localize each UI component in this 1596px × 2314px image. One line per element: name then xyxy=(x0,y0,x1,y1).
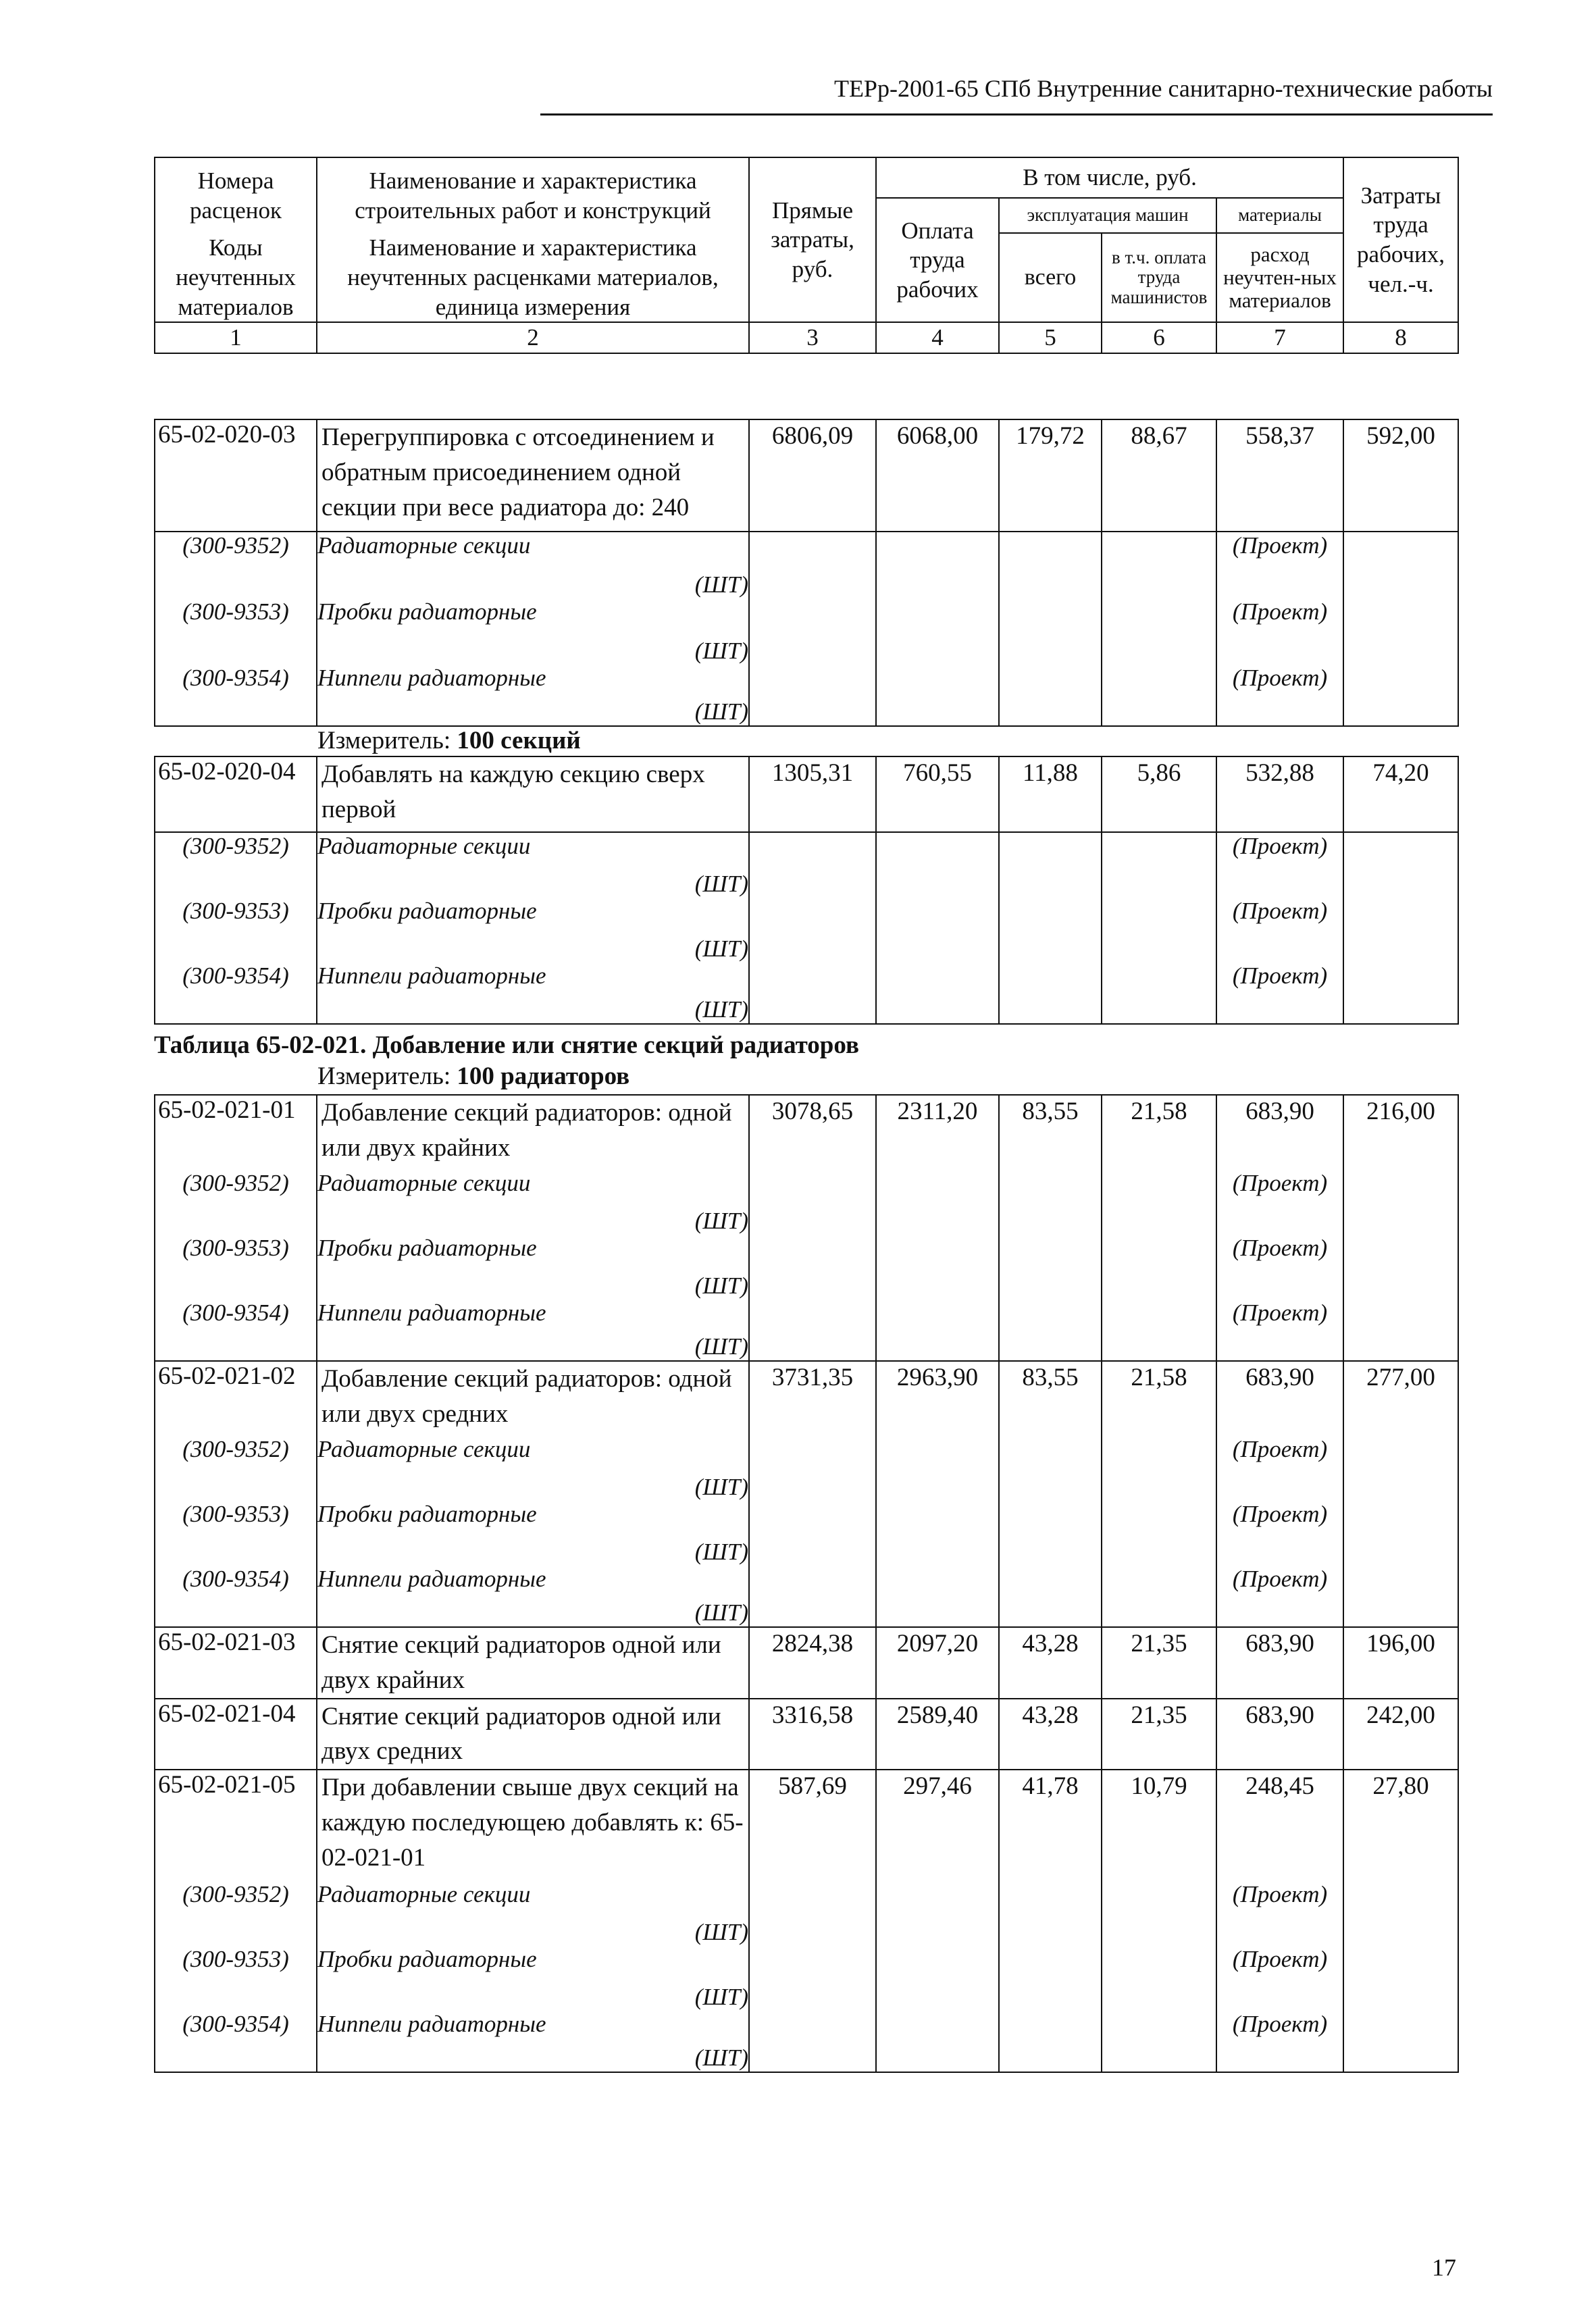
material-code: (300-9354) xyxy=(155,2011,317,2038)
labor-hours: 74,20 xyxy=(1343,756,1458,832)
material-code: (300-9354) xyxy=(155,665,317,692)
machinist-pay: 5,86 xyxy=(1102,756,1216,832)
labor-hours: 592,00 xyxy=(1343,419,1458,532)
table-row xyxy=(155,1361,1458,1436)
material-name: Пробки радиаторные xyxy=(317,1946,749,1973)
labor-hours: 277,00 xyxy=(1343,1361,1458,1436)
col-num-5: 5 xyxy=(999,322,1102,353)
labor-hours: 27,80 xyxy=(1343,1770,1458,1881)
material-unit: (ШТ) xyxy=(317,1463,749,1501)
machinist-pay: 10,79 xyxy=(1102,1770,1216,1881)
labor-hours: 196,00 xyxy=(1343,1627,1458,1699)
material-project: (Проект) xyxy=(1216,1881,1343,1908)
material-name: Ниппели радиаторные xyxy=(317,2011,749,2038)
col5-header: всего xyxy=(999,233,1102,322)
col6-header: в т.ч. оплата труда машинистов xyxy=(1102,233,1216,322)
material-code: (300-9354) xyxy=(155,962,317,989)
material-name: Радиаторные секции xyxy=(317,1170,749,1197)
material-name: Радиаторные секции xyxy=(317,1881,749,1908)
labor-pay: 297,46 xyxy=(876,1770,999,1881)
material-code: (300-9352) xyxy=(155,1881,317,1908)
materials-cost: 248,45 xyxy=(1216,1770,1343,1881)
machine-total: 43,28 xyxy=(999,1627,1102,1699)
material-name: Пробки радиаторные xyxy=(317,598,749,625)
material-project: (Проект) xyxy=(1216,1501,1343,1528)
table-row xyxy=(155,756,1458,832)
rate-name: Снятие секций радиаторов одной или двух средних xyxy=(317,1699,749,1770)
col-num-7: 7 xyxy=(1216,322,1343,353)
rate-name: Добавлять на каждую секцию сверх первой xyxy=(317,756,749,832)
materials-cost: 532,88 xyxy=(1216,756,1343,832)
machinist-pay: 21,58 xyxy=(1102,1361,1216,1436)
direct-cost: 3078,65 xyxy=(749,1095,876,1170)
material-project: (Проект) xyxy=(1216,1436,1343,1463)
material-unit: (ШТ) xyxy=(317,1262,749,1300)
material-code: (300-9353) xyxy=(155,1946,317,1973)
materials-cost: 558,37 xyxy=(1216,419,1343,532)
rate-code: 65-02-021-02 xyxy=(155,1361,317,1436)
material-name: Ниппели радиаторные xyxy=(317,962,749,989)
material-unit: (ШТ) xyxy=(317,860,749,898)
material-project: (Проект) xyxy=(1216,2011,1343,2038)
col1-header-bottom: Коды неучтенных материалов xyxy=(155,233,317,322)
direct-cost: 3316,58 xyxy=(749,1699,876,1770)
labor-hours: 242,00 xyxy=(1343,1699,1458,1770)
materials-cost: 683,90 xyxy=(1216,1095,1343,1170)
labor-pay: 760,55 xyxy=(876,756,999,832)
labor-hours: 216,00 xyxy=(1343,1095,1458,1170)
material-unit: (ШТ) xyxy=(317,692,749,726)
rate-code: 65-02-021-01 xyxy=(155,1095,317,1170)
rate-name: Добавление секций радиаторов: одной или двух средних xyxy=(317,1361,749,1436)
rate-name: Снятие секций радиаторов одной или двух крайних xyxy=(317,1627,749,1699)
labor-pay: 2097,20 xyxy=(876,1627,999,1699)
material-unit: (ШТ) xyxy=(317,2038,749,2072)
material-name: Пробки радиаторные xyxy=(317,1501,749,1528)
table-row xyxy=(155,1627,1458,1699)
direct-cost: 2824,38 xyxy=(749,1627,876,1699)
material-name: Ниппели радиаторные xyxy=(317,1566,749,1593)
rate-table-020-03 xyxy=(154,419,1459,727)
table-row xyxy=(155,1095,1458,1170)
direct-cost: 587,69 xyxy=(749,1770,876,1881)
material-code: (300-9352) xyxy=(155,832,317,860)
material-code: (300-9352) xyxy=(155,1170,317,1197)
material-project: (Проект) xyxy=(1216,1300,1343,1327)
material-project: (Проект) xyxy=(1216,832,1343,860)
material-name: Пробки радиаторные xyxy=(317,898,749,925)
material-project: (Проект) xyxy=(1216,1235,1343,1262)
direct-cost: 1305,31 xyxy=(749,756,876,832)
material-project: (Проект) xyxy=(1216,962,1343,989)
materials-cost: 683,90 xyxy=(1216,1627,1343,1699)
material-name: Ниппели радиаторные xyxy=(317,665,749,692)
material-name: Радиаторные секции xyxy=(317,832,749,860)
col-num-1: 1 xyxy=(155,322,317,353)
page-number: 17 xyxy=(1432,2254,1456,2281)
material-name: Ниппели радиаторные xyxy=(317,1300,749,1327)
material-unit: (ШТ) xyxy=(317,989,749,1024)
material-unit: (ШТ) xyxy=(317,1528,749,1566)
header-rule xyxy=(540,113,1493,115)
table-header xyxy=(154,157,1459,354)
table-row xyxy=(155,1699,1458,1770)
materials-header: материалы xyxy=(1216,198,1343,233)
machine-total: 179,72 xyxy=(999,419,1102,532)
labor-pay: 6068,00 xyxy=(876,419,999,532)
machine-total: 11,88 xyxy=(999,756,1102,832)
materials-cost: 683,90 xyxy=(1216,1699,1343,1770)
material-unit: (ШТ) xyxy=(317,1973,749,2011)
machine-total: 41,78 xyxy=(999,1770,1102,1881)
measure-value: 100 секций xyxy=(457,727,581,754)
measure-value: 100 радиаторов xyxy=(457,1062,630,1090)
material-unit: (ШТ) xyxy=(317,1908,749,1946)
material-project: (Проект) xyxy=(1216,1566,1343,1593)
rate-code: 65-02-021-05 xyxy=(155,1770,317,1881)
labor-pay: 2589,40 xyxy=(876,1699,999,1770)
material-unit: (ШТ) xyxy=(317,925,749,962)
rate-name: Перегруппировка с отсоединением и обратным присоединением одной секции при весе радиатора до: 240 xyxy=(317,419,749,532)
rate-table-020-04 xyxy=(154,756,1459,1025)
col-num-3: 3 xyxy=(749,322,876,353)
machinist-pay: 21,35 xyxy=(1102,1627,1216,1699)
material-code: (300-9353) xyxy=(155,1235,317,1262)
material-code: (300-9352) xyxy=(155,1436,317,1463)
material-project: (Проект) xyxy=(1216,532,1343,559)
col-num-8: 8 xyxy=(1343,322,1458,353)
col8-header: Затраты труда рабочих, чел.-ч. xyxy=(1343,157,1458,322)
measure-unit-1: Измеритель: 100 секций xyxy=(317,727,581,754)
col2-header-bottom: Наименование и характеристика неучтенных расценками материалов, единица измерения xyxy=(317,233,749,322)
direct-cost: 3731,35 xyxy=(749,1361,876,1436)
col-num-2: 2 xyxy=(317,322,749,353)
material-unit: (ШТ) xyxy=(317,1197,749,1235)
machinist-pay: 21,35 xyxy=(1102,1699,1216,1770)
page-header-title: ТЕРр-2001-65 СПб Внутренние санитарно-технические работы xyxy=(833,75,1493,102)
rate-name: При добавлении свыше двух секций на каждую последующею добавлять к: 65-02-021-01 xyxy=(317,1770,749,1881)
material-name: Радиаторные секции xyxy=(317,1436,749,1463)
direct-cost: 6806,09 xyxy=(749,419,876,532)
material-code: (300-9353) xyxy=(155,898,317,925)
col-num-6: 6 xyxy=(1102,322,1216,353)
material-code: (300-9354) xyxy=(155,1566,317,1593)
col7-header: расход неучтен-ных материалов xyxy=(1216,233,1343,322)
material-unit: (ШТ) xyxy=(317,625,749,665)
rate-code: 65-02-021-03 xyxy=(155,1627,317,1699)
table-row xyxy=(155,419,1458,532)
material-code: (300-9353) xyxy=(155,1501,317,1528)
rate-table-021 xyxy=(154,1094,1459,2073)
machinist-pay: 88,67 xyxy=(1102,419,1216,532)
material-code: (300-9352) xyxy=(155,532,317,559)
machinist-pay: 21,58 xyxy=(1102,1095,1216,1170)
table-row xyxy=(155,1770,1458,1881)
material-code: (300-9353) xyxy=(155,598,317,625)
materials-cost: 683,90 xyxy=(1216,1361,1343,1436)
material-unit: (ШТ) xyxy=(317,1593,749,1627)
table-caption: Таблица 65-02-021. Добавление или снятие секций радиаторов xyxy=(154,1031,859,1059)
incl-header: В том числе, руб. xyxy=(876,157,1343,198)
col3-header: Прямые затраты, руб. xyxy=(749,157,876,322)
col-num-4: 4 xyxy=(876,322,999,353)
material-name: Радиаторные секции xyxy=(317,532,749,559)
labor-pay: 2311,20 xyxy=(876,1095,999,1170)
machine-total: 43,28 xyxy=(999,1699,1102,1770)
machines-header: эксплуатация машин xyxy=(999,198,1216,233)
rate-code: 65-02-020-04 xyxy=(155,756,317,832)
machine-total: 83,55 xyxy=(999,1095,1102,1170)
col2-header-top: Наименование и характеристика строительных работ и конструкций xyxy=(317,157,749,233)
material-unit: (ШТ) xyxy=(317,559,749,598)
col1-header-top: Номера расценок xyxy=(155,157,317,233)
material-project: (Проект) xyxy=(1216,1170,1343,1197)
material-project: (Проект) xyxy=(1216,898,1343,925)
material-code: (300-9354) xyxy=(155,1300,317,1327)
col4-header: Оплата труда рабочих xyxy=(876,198,999,322)
rate-code: 65-02-021-04 xyxy=(155,1699,317,1770)
material-name: Пробки радиаторные xyxy=(317,1235,749,1262)
rate-code: 65-02-020-03 xyxy=(155,419,317,532)
rate-name: Добавление секций радиаторов: одной или двух крайних xyxy=(317,1095,749,1170)
labor-pay: 2963,90 xyxy=(876,1361,999,1436)
material-unit: (ШТ) xyxy=(317,1327,749,1361)
material-project: (Проект) xyxy=(1216,598,1343,625)
machine-total: 83,55 xyxy=(999,1361,1102,1436)
material-project: (Проект) xyxy=(1216,1946,1343,1973)
material-project: (Проект) xyxy=(1216,665,1343,692)
measure-unit-2: Измеритель: 100 радиаторов xyxy=(317,1062,630,1090)
